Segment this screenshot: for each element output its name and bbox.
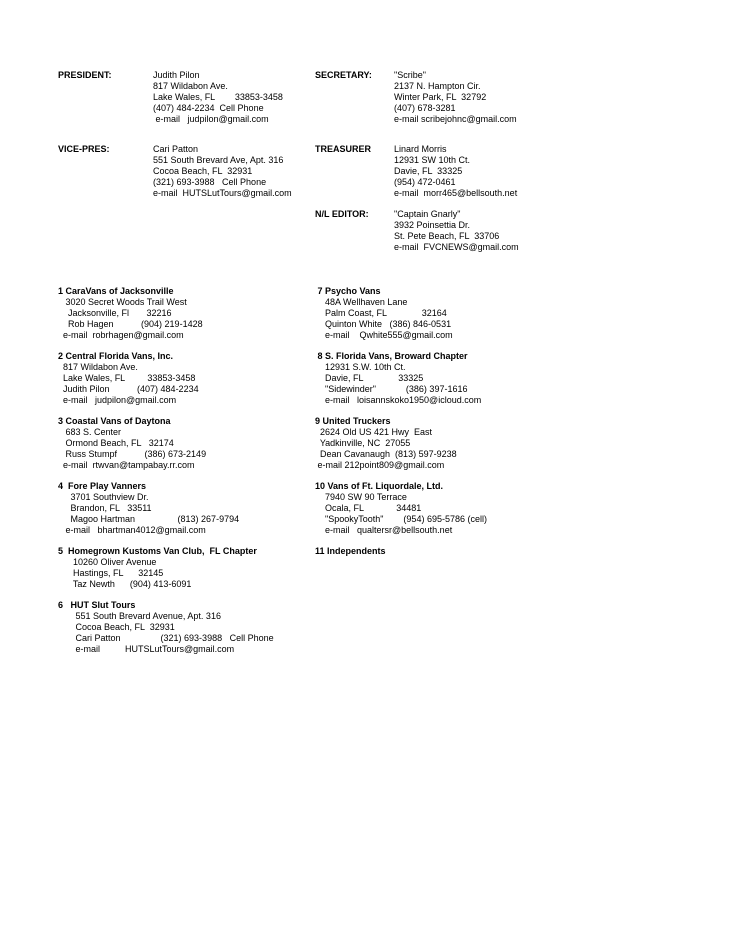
chapter-contact: "SpookyTooth" (954) 695-5786 (cell) (315, 513, 487, 524)
chapter-11 (315, 546, 386, 557)
chapter-address: 3020 Secret Woods Trail West (58, 296, 187, 307)
chapter-email: e-mail qualtersr@bellsouth.net (315, 524, 453, 535)
treasurer-email: e-mail morr465@bellsouth.net (394, 187, 518, 198)
chapter-address: 7940 SW 90 Terrace (315, 491, 407, 502)
chapter-title: 11 Independents (315, 546, 386, 556)
chapter-contact: Rob Hagen (904) 219-1428 (58, 318, 203, 329)
secretary-city: Winter Park, FL 32792 (394, 91, 487, 102)
treasurer-address: 12931 SW 10th Ct. (394, 154, 471, 165)
treasurer-phone: (954) 472-0461 (394, 176, 456, 187)
chapter-contact: Judith Pilon (407) 484-2234 (58, 383, 199, 394)
nl-editor-label: N/L EDITOR: (315, 209, 369, 219)
chapter-email: e-mail bhartman4012@gmail.com (58, 524, 206, 535)
chapter-city: Palm Coast, FL 32164 (315, 307, 447, 318)
treasurer-name: Linard Morris (394, 144, 447, 154)
nl-editor-city: St. Pete Beach, FL 33706 (394, 230, 500, 241)
treasurer-city: Davie, FL 33325 (394, 165, 463, 176)
chapter-address: 683 S. Center (58, 426, 122, 437)
chapter-email: e-mail rtwvan@tampabay.rr.com (58, 459, 195, 470)
chapter-3 (58, 416, 206, 471)
chapter-title: 5 Homegrown Kustoms Van Club, FL Chapter (58, 546, 257, 556)
chapter-contact: Russ Stumpf (386) 673-2149 (58, 448, 207, 459)
chapter-city: Ormond Beach, FL 32174 (58, 437, 174, 448)
chapter-title: 8 S. Florida Vans, Broward Chapter (315, 351, 468, 361)
nl-editor-info (394, 209, 519, 253)
chapter-contact: Dean Cavanaugh (813) 597-9238 (315, 448, 457, 459)
chapter-contact: Cari Patton (321) 693-3988 Cell Phone (58, 632, 274, 643)
treasurer-info (394, 144, 517, 199)
chapter-contact: Taz Newth (904) 413-6091 (58, 578, 192, 589)
chapter-address: 12931 S.W. 10th Ct. (315, 361, 406, 372)
president-email: e-mail judpilon@gmail.com (153, 113, 269, 124)
chapter-address: 10260 Oliver Avenue (58, 556, 157, 567)
vice-pres-label: VICE-PRES: (58, 144, 110, 154)
chapter-title: 10 Vans of Ft. Liquordale, Ltd. (315, 481, 444, 491)
chapter-city: Davie, FL 33325 (315, 372, 424, 383)
chapter-10 (315, 481, 487, 536)
chapter-contact: Magoo Hartman (813) 267-9794 (58, 513, 240, 524)
president-name: Judith Pilon (153, 70, 200, 80)
chapter-city: Cocoa Beach, FL 32931 (58, 621, 175, 632)
chapter-1 (58, 286, 203, 341)
chapter-city: Brandon, FL 33511 (58, 502, 152, 513)
chapter-email: e-mail robrhagen@gmail.com (58, 329, 184, 340)
vice-pres-city: Cocoa Beach, FL 32931 (153, 165, 253, 176)
chapter-address: 817 Wildabon Ave. (58, 361, 138, 372)
chapter-4 (58, 481, 239, 536)
secretary-info (394, 70, 517, 125)
nl-editor-address: 3932 Poinsettia Dr. (394, 219, 471, 230)
chapter-address: 2624 Old US 421 Hwy East (315, 426, 433, 437)
chapter-title: 9 United Truckers (315, 416, 391, 426)
chapter-address: 3701 Southview Dr. (58, 491, 149, 502)
president-info (153, 70, 283, 125)
chapter-5 (58, 546, 257, 590)
chapter-city: Lake Wales, FL 33853-3458 (58, 372, 196, 383)
president-address: 817 Wildabon Ave. (153, 80, 228, 91)
chapter-title: 2 Central Florida Vans, Inc. (58, 351, 174, 361)
chapter-email: e-mail 212point809@gmail.com (315, 459, 445, 470)
secretary-label: SECRETARY: (315, 70, 372, 80)
secretary-address: 2137 N. Hampton Cir. (394, 80, 481, 91)
chapter-email: e-mail Qwhite555@gmail.com (315, 329, 453, 340)
chapter-title: 7 Psycho Vans (315, 286, 381, 296)
chapter-email: e-mail judpilon@gmail.com (58, 394, 177, 405)
nl-editor-name: "Captain Gnarly" (394, 209, 461, 219)
chapter-title: 1 CaraVans of Jacksonville (58, 286, 174, 296)
chapter-2 (58, 351, 199, 406)
president-label: PRESIDENT: (58, 70, 112, 80)
chapter-city: Ocala, FL 34481 (315, 502, 422, 513)
chapter-city: Jacksonville, Fl 32216 (58, 307, 172, 318)
treasurer-label: TREASURER (315, 144, 372, 154)
chapter-email: e-mail HUTSLutTours@gmail.com (58, 643, 235, 654)
secretary-name: "Scribe" (394, 70, 426, 80)
vice-pres-email: e-mail HUTSLutTours@gmail.com (153, 187, 292, 198)
chapter-contact: Quinton White (386) 846-0531 (315, 318, 452, 329)
chapter-8 (315, 351, 481, 406)
chapter-title: 4 Fore Play Vanners (58, 481, 147, 491)
vice-pres-info (153, 144, 292, 199)
chapter-email: e-mail loisannskoko1950@icloud.com (315, 394, 482, 405)
vice-pres-phone: (321) 693-3988 Cell Phone (153, 176, 267, 187)
chapter-address: 551 South Brevard Avenue, Apt. 316 (58, 610, 221, 621)
chapter-address: 48A Wellhaven Lane (315, 296, 408, 307)
president-phone: (407) 484-2234 Cell Phone (153, 102, 264, 113)
chapter-9 (315, 416, 457, 471)
chapter-city: Yadkinville, NC 27055 (315, 437, 411, 448)
vice-pres-name: Cari Patton (153, 144, 199, 154)
president-city: Lake Wales, FL 33853-3458 (153, 91, 283, 102)
chapter-6 (58, 600, 274, 655)
nl-editor-email: e-mail FVCNEWS@gmail.com (394, 241, 519, 252)
secretary-phone: (407) 678-3281 (394, 102, 456, 113)
chapter-title: 6 HUT Slut Tours (58, 600, 136, 610)
chapter-7 (315, 286, 453, 341)
chapter-city: Hastings, FL 32145 (58, 567, 164, 578)
secretary-email: e-mail scribejohnc@gmail.com (394, 113, 517, 124)
vice-pres-address: 551 South Brevard Ave, Apt. 316 (153, 154, 284, 165)
chapter-title: 3 Coastal Vans of Daytona (58, 416, 171, 426)
chapter-contact: "Sidewinder" (386) 397-1616 (315, 383, 468, 394)
